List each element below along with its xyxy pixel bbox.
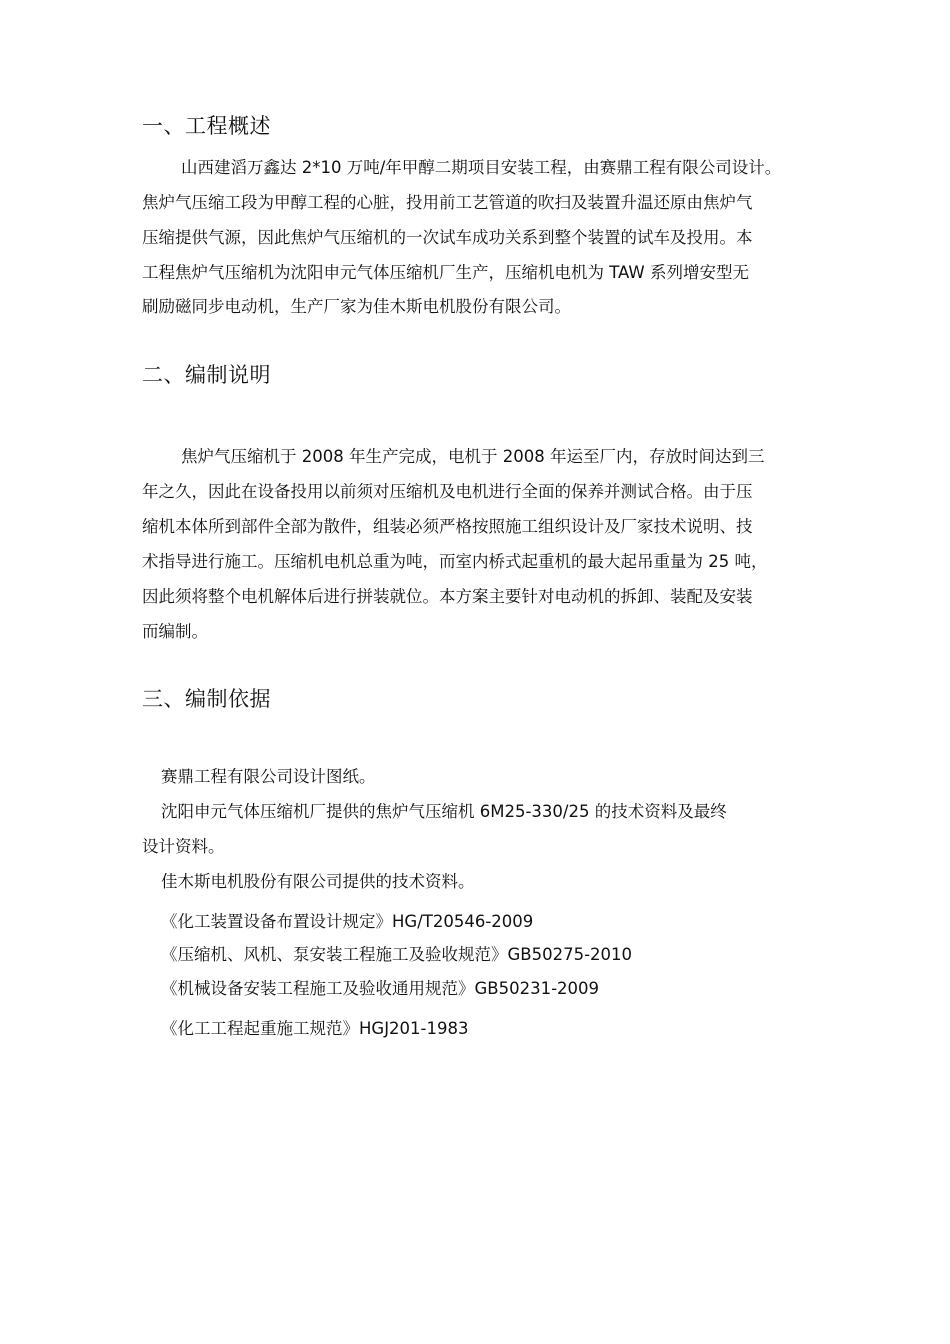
- standard-reference: 《机械设备安装工程施工及验收通用规范》GB50231-2009: [161, 979, 600, 998]
- paragraph-line: 而编制。: [142, 622, 208, 641]
- paragraph-line: 焦炉气压缩机于 2008 年生产完成，电机于 2008 年运至厂内，存放时间达到三: [181, 447, 765, 466]
- reference-item: 沈阳申元气体压缩机厂提供的焦炉气压缩机 6M25-330/25 的技术资料及最终: [161, 802, 727, 821]
- reference-item: 赛鼎工程有限公司设计图纸。: [161, 767, 376, 786]
- standard-reference: 《压缩机、风机、泵安装工程施工及验收规范》GB50275-2010: [161, 945, 633, 964]
- paragraph-line: 年之久，因此在设备投用以前须对压缩机及电机进行全面的保养并测试合格。由于压: [142, 482, 753, 501]
- section-heading-description: 二、编制说明: [142, 363, 271, 387]
- standard-reference: 《化工装置设备布置设计规定》HG/T20546-2009: [161, 912, 534, 931]
- reference-item-continuation: 设计资料。: [142, 837, 225, 856]
- paragraph-line: 缩机本体所到部件全部为散件，组装必须严格按照施工组织设计及厂家技术说明、技: [142, 517, 753, 536]
- paragraph-line: 刷励磁同步电动机，生产厂家为佳木斯电机股份有限公司。: [142, 297, 571, 316]
- paragraph-line: 山西建滔万鑫达 2*10 万吨/年甲醇二期项目安装工程，由赛鼎工程有限公司设计。: [181, 158, 782, 177]
- paragraph-line: 压缩提供气源，因此焦炉气压缩机的一次试车成功关系到整个装置的试车及投用。本: [142, 228, 753, 247]
- standard-reference: 《化工工程起重施工规范》HGJ201-1983: [161, 1019, 469, 1038]
- paragraph-line: 术指导进行施工。压缩机电机总重为吨，而室内桥式起重机的最大起吊重量为 25 吨，: [142, 552, 768, 571]
- paragraph-line: 工程焦炉气压缩机为沈阳申元气体压缩机厂生产，压缩机电机为 TAW 系列增安型无: [142, 263, 749, 282]
- reference-item: 佳木斯电机股份有限公司提供的技术资料。: [161, 872, 475, 891]
- section-heading-overview: 一、工程概述: [142, 114, 271, 138]
- paragraph-line: 因此须将整个电机解体后进行拼装就位。本方案主要针对电动机的拆卸、装配及安装: [142, 587, 753, 606]
- paragraph-line: 焦炉气压缩工段为甲醇工程的心脏，投用前工艺管道的吹扫及装置升温还原由焦炉气: [142, 193, 753, 212]
- section-heading-basis: 三、编制依据: [142, 687, 271, 711]
